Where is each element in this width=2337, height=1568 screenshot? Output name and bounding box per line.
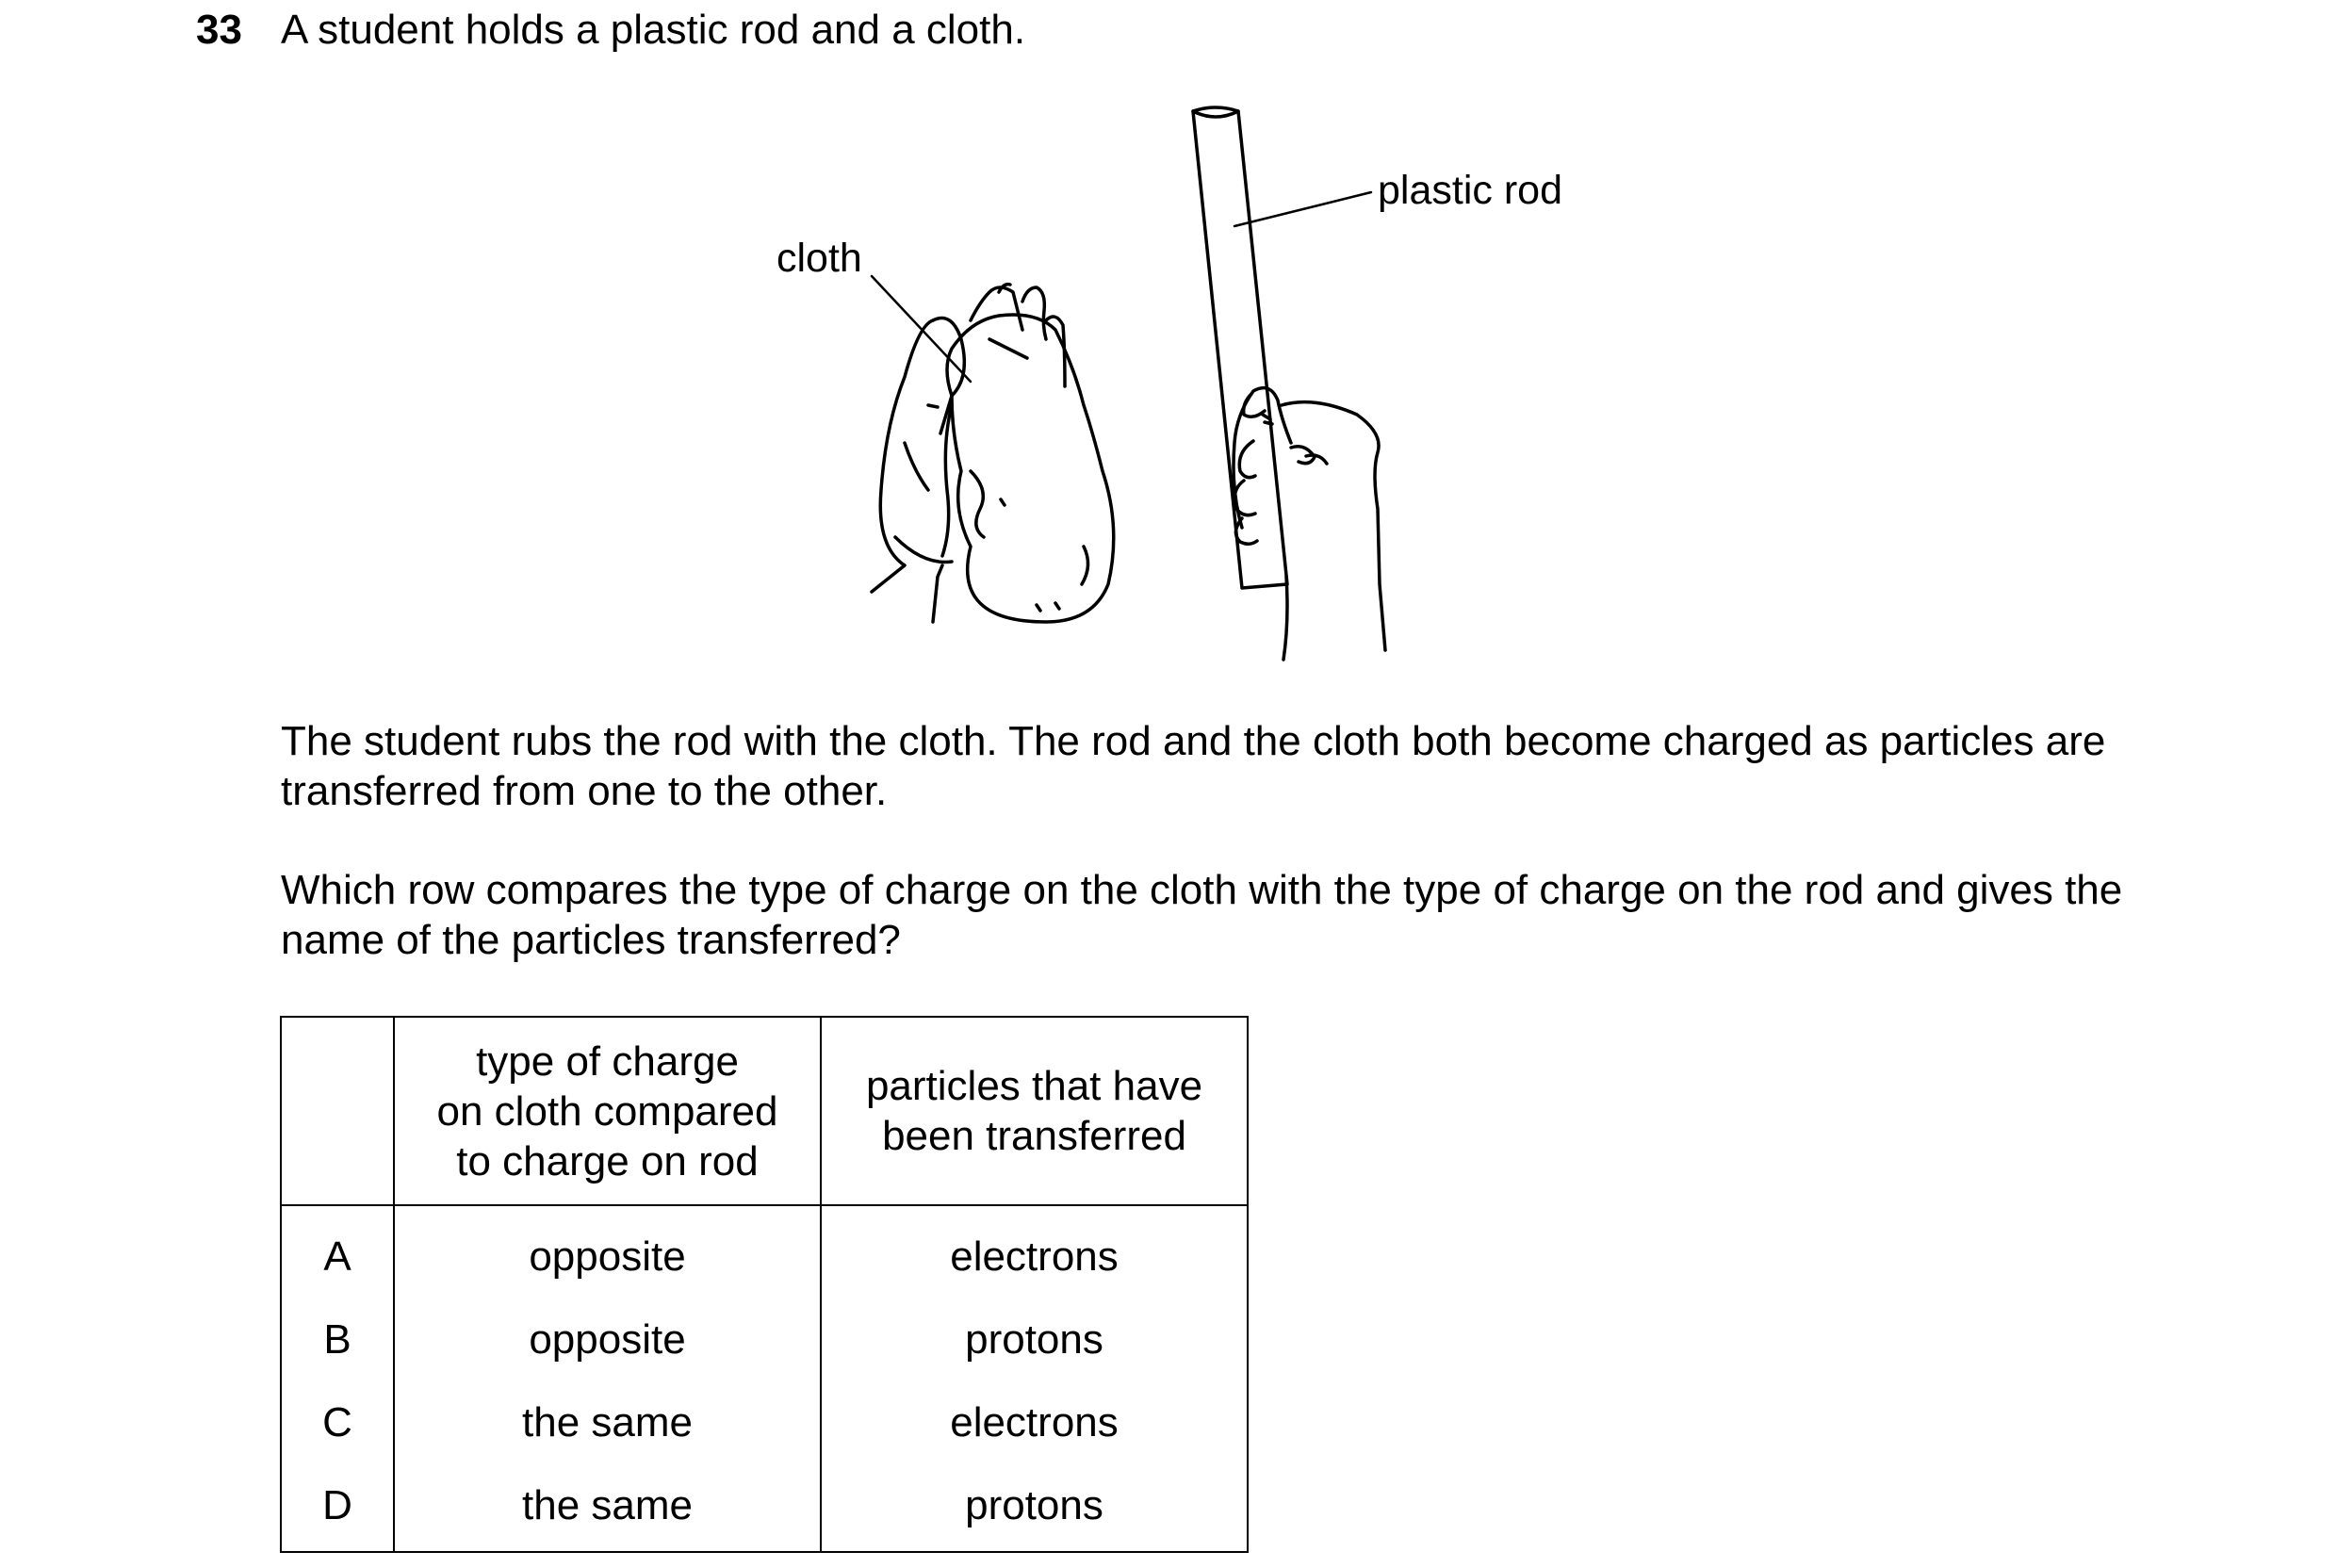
option-charge: opposite: [394, 1205, 821, 1298]
option-row-c[interactable]: [281, 1381, 1248, 1464]
option-key: A: [281, 1205, 394, 1298]
option-key: D: [281, 1464, 394, 1552]
context-paragraph: The student rubs the rod with the cloth. The rod and the cloth both become charged as particles are transferred from one to the other.: [281, 718, 2106, 814]
header-particles-cell: [821, 1017, 1248, 1205]
cloth-hand-drawing: [872, 285, 1114, 622]
table-header-row: [281, 1017, 1248, 1205]
header-particles-line2: been transferred: [882, 1113, 1186, 1159]
option-particles: protons: [821, 1298, 1248, 1381]
header-key-cell: [281, 1017, 394, 1205]
plastic-rod-leader-line: [1234, 192, 1371, 226]
plastic-rod-label: plastic rod: [1378, 168, 1562, 213]
header-charge-cell: [394, 1017, 821, 1205]
header-charge-line1: type of charge: [476, 1037, 739, 1085]
option-particles: electrons: [821, 1205, 1248, 1298]
question-prompt: Which row compares the type of charge on the cloth with the type of charge on the rod and gives the name of the particles transferred?: [281, 867, 2123, 963]
option-particles: protons: [821, 1464, 1248, 1552]
options-table: [280, 1016, 1249, 1553]
question-stem: A student holds a plastic rod and a cloth.: [281, 7, 1026, 53]
question-number: 33: [196, 7, 242, 53]
option-row-a[interactable]: [281, 1205, 1248, 1298]
option-row-d[interactable]: [281, 1464, 1248, 1552]
option-row-b[interactable]: [281, 1298, 1248, 1381]
option-charge: the same: [394, 1381, 821, 1464]
option-particles: electrons: [821, 1381, 1248, 1464]
option-charge: opposite: [394, 1298, 821, 1381]
rod-and-cloth-illustration: [0, 0, 2337, 678]
header-charge-line3: to charge on rod: [456, 1137, 759, 1184]
option-key: B: [281, 1298, 394, 1381]
header-particles-line1: particles that have: [865, 1063, 1203, 1109]
header-charge-line2: on cloth compared: [436, 1087, 778, 1135]
cloth-label: cloth: [776, 236, 862, 281]
option-key: C: [281, 1381, 394, 1464]
option-charge: the same: [394, 1464, 821, 1552]
